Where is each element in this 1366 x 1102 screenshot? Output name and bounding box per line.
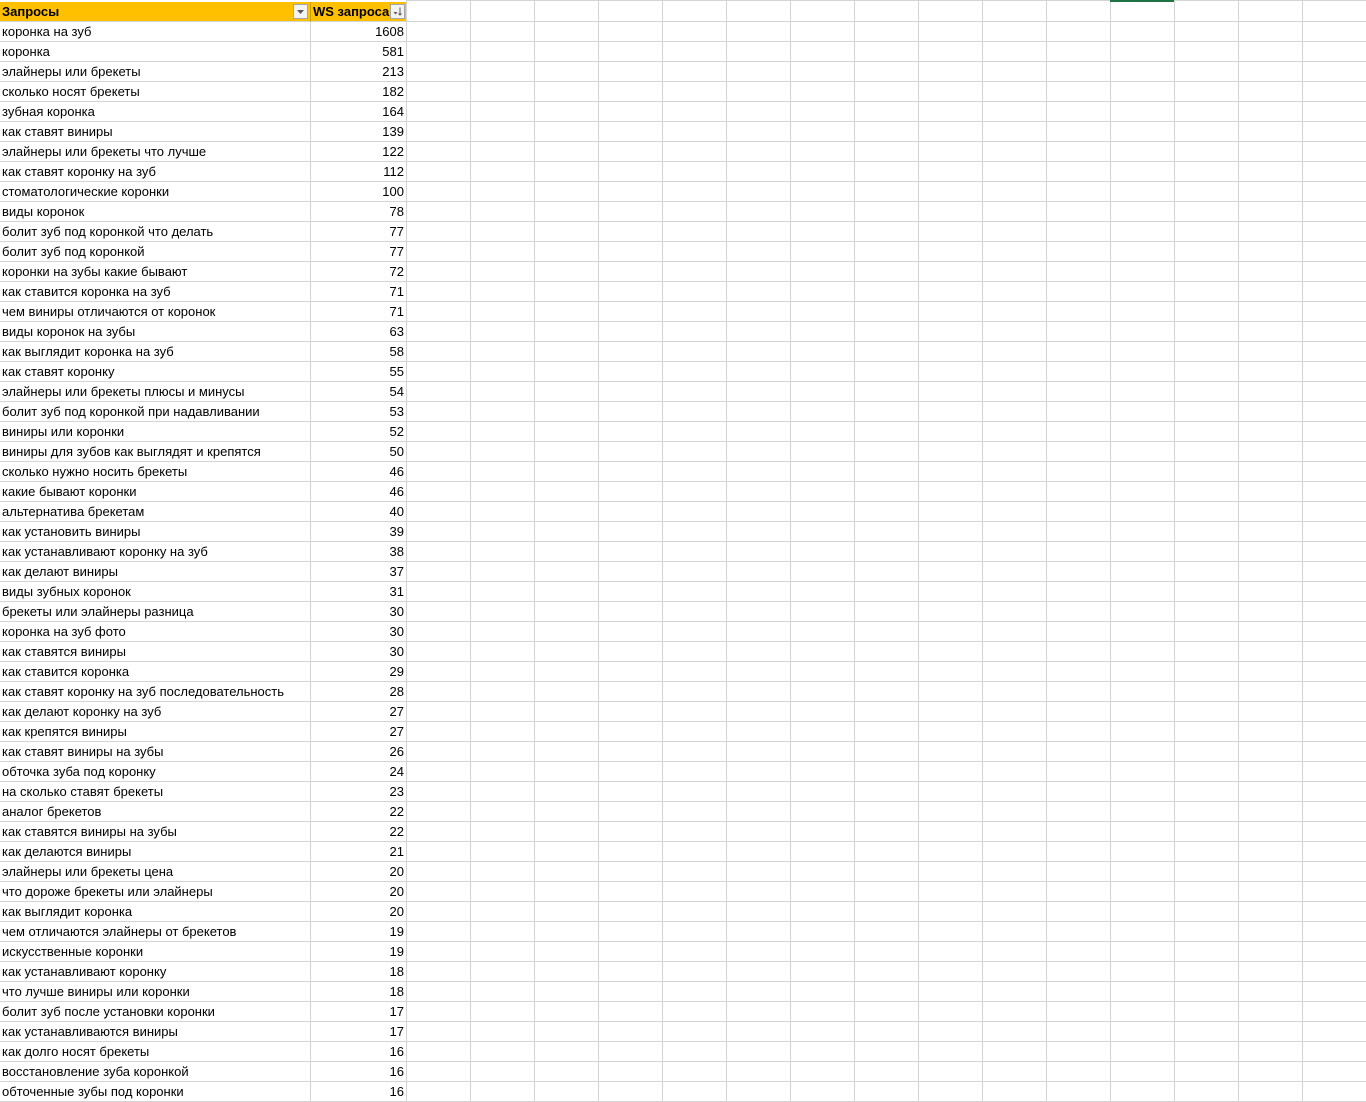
- ws-value-cell[interactable]: 52: [311, 422, 407, 442]
- query-cell[interactable]: как устанавливаются виниры: [0, 1022, 311, 1042]
- ws-value-cell[interactable]: 18: [311, 982, 407, 1002]
- ws-value-cell[interactable]: 39: [311, 522, 407, 542]
- ws-value-cell[interactable]: 100: [311, 182, 407, 202]
- query-cell[interactable]: виды коронок на зубы: [0, 322, 311, 342]
- ws-value-cell[interactable]: 19: [311, 942, 407, 962]
- ws-value-cell[interactable]: 29: [311, 662, 407, 682]
- ws-value-cell[interactable]: 30: [311, 622, 407, 642]
- ws-value-cell[interactable]: 31: [311, 582, 407, 602]
- query-cell[interactable]: элайнеры или брекеты что лучше: [0, 142, 311, 162]
- query-cell[interactable]: как ставят коронку на зуб последовательность: [0, 682, 311, 702]
- query-cell[interactable]: коронка на зуб: [0, 22, 311, 42]
- ws-value-cell[interactable]: 18: [311, 962, 407, 982]
- ws-value-cell[interactable]: 46: [311, 462, 407, 482]
- ws-value-cell[interactable]: 17: [311, 1022, 407, 1042]
- grid-top-border: [406, 0, 1366, 1]
- query-cell[interactable]: как делают коронку на зуб: [0, 702, 311, 722]
- ws-value-cell[interactable]: 581: [311, 42, 407, 62]
- ws-value-cell[interactable]: 55: [311, 362, 407, 382]
- query-cell[interactable]: болит зуб после установки коронки: [0, 1002, 311, 1022]
- query-cell[interactable]: болит зуб под коронкой: [0, 242, 311, 262]
- ws-value-cell[interactable]: 22: [311, 822, 407, 842]
- query-cell[interactable]: альтернатива брекетам: [0, 502, 311, 522]
- ws-value-cell[interactable]: 24: [311, 762, 407, 782]
- query-cell[interactable]: что лучше виниры или коронки: [0, 982, 311, 1002]
- query-cell[interactable]: аналог брекетов: [0, 802, 311, 822]
- ws-value-cell[interactable]: 71: [311, 282, 407, 302]
- query-cell[interactable]: как долго носят брекеты: [0, 1042, 311, 1062]
- query-cell[interactable]: как ставятся виниры: [0, 642, 311, 662]
- query-cell[interactable]: сколько носят брекеты: [0, 82, 311, 102]
- query-cell[interactable]: что дороже брекеты или элайнеры: [0, 882, 311, 902]
- ws-value-cell[interactable]: 21: [311, 842, 407, 862]
- ws-value-cell[interactable]: 20: [311, 862, 407, 882]
- sort-descending-filter-icon[interactable]: [390, 4, 405, 19]
- header-label-queries: Запросы: [2, 4, 60, 19]
- query-cell[interactable]: виды зубных коронок: [0, 582, 311, 602]
- ws-value-cell[interactable]: 23: [311, 782, 407, 802]
- ws-value-cell[interactable]: 19: [311, 922, 407, 942]
- query-cell[interactable]: как ставят виниры на зубы: [0, 742, 311, 762]
- header-cell-ws[interactable]: [311, 2, 407, 22]
- ws-value-cell[interactable]: 122: [311, 142, 407, 162]
- ws-value-cell[interactable]: 16: [311, 1042, 407, 1062]
- ws-value-cell[interactable]: 139: [311, 122, 407, 142]
- query-cell[interactable]: обточка зуба под коронку: [0, 762, 311, 782]
- query-cell[interactable]: болит зуб под коронкой что делать: [0, 222, 311, 242]
- ws-value-cell[interactable]: 20: [311, 882, 407, 902]
- ws-value-cell[interactable]: 112: [311, 162, 407, 182]
- query-cell[interactable]: элайнеры или брекеты цена: [0, 862, 311, 882]
- query-cell[interactable]: искусственные коронки: [0, 942, 311, 962]
- query-cell[interactable]: чем отличаются элайнеры от брекетов: [0, 922, 311, 942]
- ws-value-cell[interactable]: 72: [311, 262, 407, 282]
- query-cell[interactable]: виниры для зубов как выглядят и крепятся: [0, 442, 311, 462]
- query-cell[interactable]: зубная коронка: [0, 102, 311, 122]
- query-cell[interactable]: как крепятся виниры: [0, 722, 311, 742]
- query-cell[interactable]: коронки на зубы какие бывают: [0, 262, 311, 282]
- query-cell[interactable]: какие бывают коронки: [0, 482, 311, 502]
- ws-value-cell[interactable]: 30: [311, 602, 407, 622]
- query-cell[interactable]: как выглядит коронка на зуб: [0, 342, 311, 362]
- query-cell[interactable]: как установить виниры: [0, 522, 311, 542]
- query-cell[interactable]: болит зуб под коронкой при надавливании: [0, 402, 311, 422]
- query-cell[interactable]: чем виниры отличаются от коронок: [0, 302, 311, 322]
- ws-value-cell[interactable]: 54: [311, 382, 407, 402]
- ws-value-cell[interactable]: 78: [311, 202, 407, 222]
- query-cell[interactable]: как ставятся виниры на зубы: [0, 822, 311, 842]
- query-cell[interactable]: коронка на зуб фото: [0, 622, 311, 642]
- header-cell-queries[interactable]: [0, 2, 311, 22]
- ws-value-cell[interactable]: 28: [311, 682, 407, 702]
- query-cell[interactable]: как устанавливают коронку на зуб: [0, 542, 311, 562]
- ws-value-cell[interactable]: 46: [311, 482, 407, 502]
- ws-value-cell[interactable]: 38: [311, 542, 407, 562]
- query-cell[interactable]: восстановление зуба коронкой: [0, 1062, 311, 1082]
- empty-grid-area[interactable]: [406, 0, 1366, 1102]
- filter-dropdown-icon[interactable]: [293, 4, 308, 19]
- ws-value-cell[interactable]: 16: [311, 1062, 407, 1082]
- query-cell[interactable]: как делаются виниры: [0, 842, 311, 862]
- query-cell[interactable]: коронка: [0, 42, 311, 62]
- query-cell[interactable]: как ставят виниры: [0, 122, 311, 142]
- query-cell[interactable]: как делают виниры: [0, 562, 311, 582]
- ws-value-cell[interactable]: 63: [311, 322, 407, 342]
- ws-value-cell[interactable]: 58: [311, 342, 407, 362]
- query-cell[interactable]: стоматологические коронки: [0, 182, 311, 202]
- ws-value-cell[interactable]: 164: [311, 102, 407, 122]
- query-cell[interactable]: элайнеры или брекеты плюсы и минусы: [0, 382, 311, 402]
- header-label-ws: WS запроса: [313, 4, 390, 19]
- query-cell[interactable]: как выглядит коронка: [0, 902, 311, 922]
- ws-value-cell[interactable]: 17: [311, 1002, 407, 1022]
- query-cell[interactable]: сколько нужно носить брекеты: [0, 462, 311, 482]
- ws-value-cell[interactable]: 27: [311, 722, 407, 742]
- query-cell[interactable]: брекеты или элайнеры разница: [0, 602, 311, 622]
- ws-value-cell[interactable]: 27: [311, 702, 407, 722]
- query-cell[interactable]: как ставится коронка на зуб: [0, 282, 311, 302]
- ws-value-cell[interactable]: 50: [311, 442, 407, 462]
- query-cell[interactable]: элайнеры или брекеты: [0, 62, 311, 82]
- query-cell[interactable]: как ставят коронку: [0, 362, 311, 382]
- query-cell[interactable]: как устанавливают коронку: [0, 962, 311, 982]
- ws-value-cell[interactable]: 16: [311, 1082, 407, 1102]
- query-cell[interactable]: виниры или коронки: [0, 422, 311, 442]
- ws-value-cell[interactable]: 77: [311, 222, 407, 242]
- ws-value-cell[interactable]: 40: [311, 502, 407, 522]
- ws-value-cell[interactable]: 30: [311, 642, 407, 662]
- ws-value-cell[interactable]: 1608: [311, 22, 407, 42]
- active-cell-indicator: [1110, 0, 1174, 2]
- ws-value-cell[interactable]: 71: [311, 302, 407, 322]
- query-cell[interactable]: как ставят коронку на зуб: [0, 162, 311, 182]
- ws-value-cell[interactable]: 37: [311, 562, 407, 582]
- ws-value-cell[interactable]: 20: [311, 902, 407, 922]
- ws-value-cell[interactable]: 26: [311, 742, 407, 762]
- query-cell[interactable]: на сколько ставят брекеты: [0, 782, 311, 802]
- ws-value-cell[interactable]: 182: [311, 82, 407, 102]
- ws-value-cell[interactable]: 22: [311, 802, 407, 822]
- ws-value-cell[interactable]: 53: [311, 402, 407, 422]
- query-cell[interactable]: как ставится коронка: [0, 662, 311, 682]
- query-cell[interactable]: обточенные зубы под коронки: [0, 1082, 311, 1102]
- query-cell[interactable]: виды коронок: [0, 202, 311, 222]
- ws-value-cell[interactable]: 213: [311, 62, 407, 82]
- ws-value-cell[interactable]: 77: [311, 242, 407, 262]
